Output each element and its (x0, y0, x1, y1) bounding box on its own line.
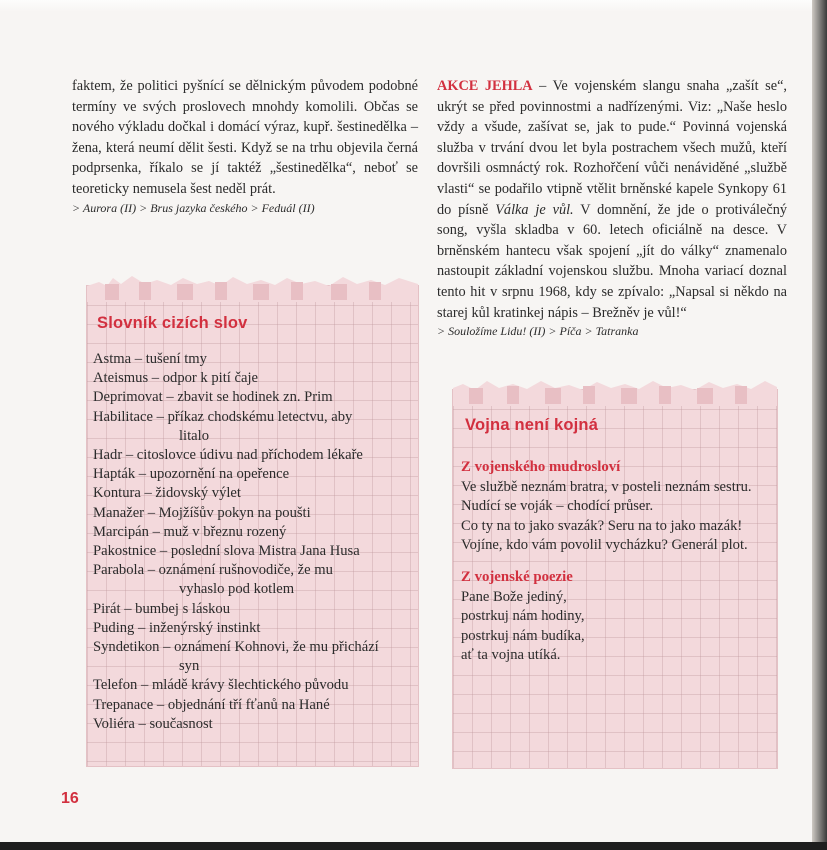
glossary-term: Manažer (93, 504, 145, 521)
glossary-definition: citoslovce údivu nad příchodem lékaře (136, 447, 363, 464)
glossary-entry (93, 504, 411, 523)
glossary-definition-continued: vyhaslo pod kotlem (179, 581, 295, 598)
glossary-definition: odpor k pití čaje (162, 370, 258, 387)
saying-line: Ve službě neznám bratra, v posteli neznám sestru. (461, 478, 752, 495)
dash-separator: – (162, 389, 178, 406)
glossary-definition: židovský výlet (155, 485, 241, 502)
glossary-term: Habilitace (93, 408, 153, 425)
glossary-box (87, 272, 418, 766)
dash-separator: – (148, 523, 164, 540)
glossary-term: Hapták (93, 466, 136, 483)
song-title: Válka je vůl. (495, 201, 574, 218)
glossary-definition: poslední slova Mistra Jana Husa (170, 543, 360, 560)
dash-separator: – (159, 639, 175, 656)
glossary-definition: muž v březnu rozený (163, 523, 287, 540)
army-box-title: Vojna není kojná (465, 416, 599, 434)
dash-separator: – (122, 447, 137, 464)
dash-separator: – (156, 543, 171, 560)
entry-text-part-1: – Ve vojenském slangu snaha „zašít se“, ukrýt se před povinnostmi a nadřízenými. Viz: „Naše heslo vždy a všude, zašívat se, jak to pude.“ Povinná vojenská služba v trvání dvou let byla postrachem všech mužů, kteří dovršili osmnáctý rok. Rozhořčení vůči nenáviděné „službě vlasti“ se podařilo vtipně vtělit brněnské kapele Synkopy 61 do písně (437, 78, 787, 218)
glossary-entry (93, 523, 411, 542)
dash-separator: – (148, 370, 163, 387)
glossary-term: Astma (93, 351, 132, 367)
poem-line: ať ta vojna utíká. (461, 647, 561, 664)
glossary-term: Marcipán (93, 523, 149, 540)
poetry-lines (461, 588, 773, 666)
glossary-definition: tušení tmy (145, 351, 207, 367)
dash-separator: – (137, 677, 152, 694)
glossary-definition: oznámení rušnovodiče, že mu (158, 562, 333, 579)
glossary-definition: příkaz chodskému letectvu, aby (167, 408, 353, 425)
glossary-entry (93, 408, 411, 446)
book-spine-shadow (812, 0, 827, 850)
left-column (72, 76, 418, 216)
dash-separator: – (120, 600, 136, 617)
glossary-entry (93, 446, 411, 465)
glossary-term: Telefon (93, 677, 138, 694)
saying-line: Nudící se voják – chodící průser. (461, 498, 654, 515)
page-top-edge (0, 0, 812, 12)
glossary-term: Voliéra (93, 715, 135, 732)
left-paragraph: faktem, že politici pyšnící se dělnickým původem podobné termíny ve svých proslovech mnohdy komolili. Občas se nového výkladu dočkal i domácí výraz, kupř. šestinedělka – žena, která neumí dělit šesti. Když se na trhu objevila černá podprsenka, říkalo se jí taktéž „šestinedělka“, neboť se teoreticky nemusela šest neděl prát. (72, 78, 418, 197)
dash-separator: – (131, 351, 146, 367)
glossary-entry (93, 369, 411, 388)
glossary-term: Parabola (93, 562, 145, 579)
glossary-entry (93, 388, 411, 407)
torn-top-edge-decoration (453, 376, 777, 406)
glossary-entry (93, 561, 411, 599)
glossary-entry (93, 676, 411, 695)
section-gap (461, 556, 773, 568)
dash-separator: – (140, 485, 156, 502)
akce-jehla-entry (437, 76, 787, 323)
dash-separator: – (153, 696, 168, 713)
glossary-definition: současnost (149, 715, 213, 732)
saying-line: Vojíne, kdo vám povolil vycházku? Generál plot. (461, 537, 748, 554)
glossary-term: Ateismus (93, 370, 149, 387)
poem-line: postrkuj nám budíka, (461, 627, 585, 644)
dash-separator: – (144, 504, 159, 521)
glossary-term: Trepanace (93, 696, 154, 713)
glossary-definition: inženýrský instinkt (148, 619, 261, 636)
glossary-term: Pirát (93, 600, 121, 617)
dash-separator: – (144, 562, 159, 579)
glossary-definition: objednání tří fťanů na Hané (167, 696, 330, 713)
poem-line: Pane Bože jediný, (461, 588, 567, 605)
section-title-poetry: Z vojenské poezie (461, 568, 573, 585)
glossary-term: Deprimovat (93, 389, 163, 406)
entry-text-part-2: V domnění, že jde o protiválečný song, vyšla skladba v 60. letech oficiálně na desce. V brněnském hantecu však spojení „jít do války“ znamenalo nastoupit základní vojenskou službu. Mnoha variací doznal tento hit v srpnu 1968, kdy se zpívalo: „Napsal si někdo na starej kůl kratinkej nápis – Brežněv je vůl!“ (437, 201, 787, 321)
saying-line: Co ty na to jako svazák? Seru na to jako mazák! (461, 517, 743, 534)
glossary-list (93, 350, 411, 734)
glossary-entry (93, 638, 411, 676)
glossary-term: Puding (93, 619, 135, 636)
army-box-content (461, 458, 773, 666)
glossary-definition-continued: syn (179, 658, 200, 675)
glossary-entry (93, 542, 411, 561)
dash-separator: – (134, 619, 149, 636)
glossary-term: Kontura (93, 485, 141, 502)
torn-top-edge-decoration (87, 272, 418, 302)
glossary-definition: mládě krávy šlechtického původu (151, 677, 349, 694)
glossary-entry (93, 696, 411, 715)
glossary-term: Pakostnice (93, 543, 157, 560)
glossary-entry (93, 715, 411, 734)
page-number: 16 (61, 790, 79, 807)
right-column (437, 76, 787, 339)
glossary-definition: Mojžíšův pokyn na poušti (158, 504, 311, 521)
glossary-term: Hadr (93, 447, 123, 464)
glossary-term: Syndetikon (93, 639, 160, 656)
section-title-wisdom: Z vojenského mudrosloví (461, 459, 621, 475)
left-cross-references: > Aurora (II) > Brus jazyka českého > Feduál (II) (72, 200, 315, 215)
glossary-definition-continued: litalo (179, 427, 209, 444)
glossary-definition: upozornění na opeřence (149, 466, 290, 483)
wisdom-lines (461, 478, 773, 556)
glossary-definition: bumbej s láskou (135, 600, 231, 617)
dash-separator: – (134, 715, 150, 732)
glossary-box-title: Slovník cizích slov (97, 314, 248, 332)
glossary-entry (93, 350, 411, 369)
glossary-definition: oznámení Kohnovi, že mu přichází (174, 639, 379, 656)
entry-heading: AKCE JEHLA (437, 78, 533, 94)
glossary-definition: zbavit se hodinek zn. Prim (177, 389, 333, 406)
glossary-entry (93, 619, 411, 638)
glossary-entry (93, 465, 411, 484)
glossary-entry (93, 484, 411, 503)
poem-line: postrkuj nám hodiny, (461, 608, 585, 625)
dash-separator: – (152, 408, 168, 425)
dash-separator: – (135, 466, 150, 483)
army-box (453, 376, 777, 768)
page-bottom-shadow (0, 842, 827, 850)
glossary-entry (93, 600, 411, 619)
right-cross-references: > Souložíme Lidu! (II) > Píča > Tatranka (437, 324, 639, 339)
